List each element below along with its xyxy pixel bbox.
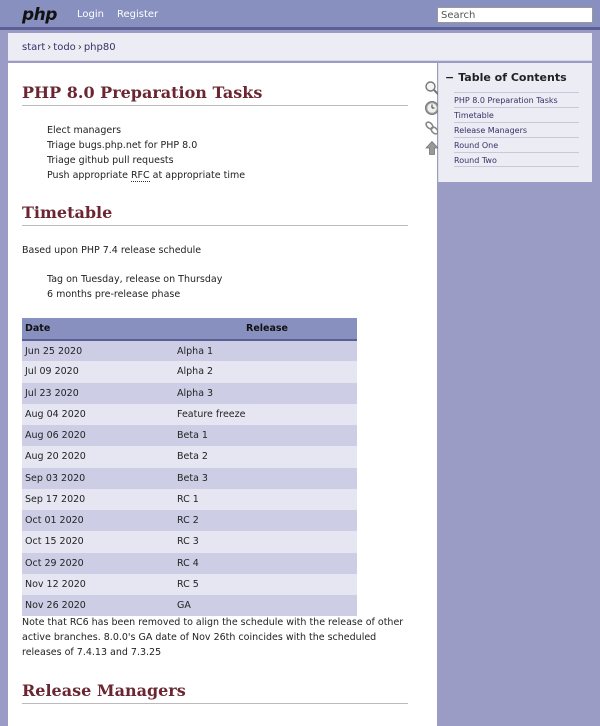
- date-cell: Nov 12 2020: [22, 574, 177, 595]
- date-cell: Oct 01 2020: [22, 510, 177, 531]
- release-cell: Alpha 3: [177, 383, 357, 404]
- list-item: Elect managers: [47, 125, 122, 136]
- date-cell: Aug 04 2020: [22, 404, 177, 425]
- table-row: [22, 468, 357, 489]
- date-cell: Oct 15 2020: [22, 531, 177, 552]
- table-of-contents: [438, 63, 592, 182]
- date-cell: Jul 09 2020: [22, 361, 177, 382]
- release-cell: RC 1: [177, 489, 357, 510]
- breadcrumb-start[interactable]: start: [22, 42, 46, 53]
- breadcrumb-php80[interactable]: php80: [83, 42, 116, 53]
- release-cell: Alpha 2: [177, 361, 357, 382]
- based-upon-text: Based upon PHP 7.4 release schedule: [22, 245, 202, 256]
- timetable-heading: Timetable: [22, 203, 408, 226]
- date-cell: Jul 23 2020: [22, 383, 177, 404]
- list-item: Triage bugs.php.net for PHP 8.0: [47, 140, 198, 151]
- schedule-note: Note that RC6 has been removed to align the schedule with the release of other active branches. 8.0.0's GA date of Nov 26th coincides with the scheduled releases of 7.4.13 and 7.3.25: [22, 617, 404, 658]
- toc-list: [454, 92, 579, 167]
- breadcrumb-separator: ›: [47, 42, 52, 53]
- date-cell: Aug 06 2020: [22, 425, 177, 446]
- release-cell: Alpha 1: [177, 340, 357, 361]
- page-content: [8, 63, 437, 726]
- table-row: [22, 553, 357, 574]
- release-cell: Feature freeze: [177, 404, 357, 425]
- release-cell: Beta 2: [177, 446, 357, 467]
- toc-title-text: Table of Contents: [458, 71, 567, 84]
- column-header-release: Release: [177, 318, 357, 340]
- table-row: [22, 361, 357, 382]
- breadcrumb-separator: ›: [77, 42, 82, 53]
- task-text: at appropriate time: [149, 170, 246, 181]
- table-row: [22, 489, 357, 510]
- date-cell: Nov 26 2020: [22, 595, 177, 616]
- list-item: 6 months pre-release phase: [47, 289, 181, 300]
- register-link[interactable]: Register: [117, 9, 159, 20]
- table-row: [22, 531, 357, 552]
- table-row: [22, 340, 357, 361]
- release-cell: Beta 1: [177, 425, 357, 446]
- date-cell: Jun 25 2020: [22, 340, 177, 361]
- toc-item-round-two[interactable]: Round Two: [454, 152, 579, 167]
- release-cell: Beta 3: [177, 468, 357, 489]
- task-list: [47, 123, 245, 183]
- table-row: [22, 425, 357, 446]
- page-title: PHP 8.0 Preparation Tasks: [22, 83, 408, 106]
- task-text: Push appropriate: [47, 170, 131, 181]
- toc-title[interactable]: [445, 71, 567, 84]
- toc-item-round-one[interactable]: Round One: [454, 137, 579, 152]
- php-logo[interactable]: php: [22, 5, 57, 25]
- release-cell: RC 4: [177, 553, 357, 574]
- table-row: [22, 595, 357, 616]
- toc-collapse-toggle[interactable]: −: [445, 71, 455, 84]
- breadcrumb-bar: [8, 33, 592, 61]
- schedule-table: [22, 318, 357, 616]
- release-managers-heading: Release Managers: [22, 681, 408, 704]
- table-row: [22, 510, 357, 531]
- breadcrumb: [22, 42, 116, 53]
- date-cell: Sep 03 2020: [22, 468, 177, 489]
- date-cell: Oct 29 2020: [22, 553, 177, 574]
- toc-item-release-managers[interactable]: Release Managers: [454, 122, 579, 137]
- breadcrumb-todo[interactable]: todo: [53, 42, 76, 53]
- search-input[interactable]: [437, 7, 593, 23]
- toc-item-preparation-tasks[interactable]: PHP 8.0 Preparation Tasks: [454, 92, 579, 107]
- release-cell: RC 2: [177, 510, 357, 531]
- release-cell: RC 5: [177, 574, 357, 595]
- release-cell: RC 3: [177, 531, 357, 552]
- top-bar: [0, 0, 600, 30]
- list-item: Tag on Tuesday, release on Thursday: [47, 274, 223, 285]
- list-item: [47, 168, 245, 183]
- toc-item-timetable[interactable]: Timetable: [454, 107, 579, 122]
- rfc-acronym: RFC: [130, 170, 150, 181]
- phase-list: [47, 272, 222, 302]
- date-cell: Sep 17 2020: [22, 489, 177, 510]
- table-row: [22, 446, 357, 467]
- list-item: Triage github pull requests: [47, 155, 174, 166]
- table-row: [22, 404, 357, 425]
- date-cell: Aug 20 2020: [22, 446, 177, 467]
- table-header-row: [22, 318, 357, 340]
- column-header-date: Date: [22, 318, 177, 340]
- release-cell: GA: [177, 595, 357, 616]
- login-link[interactable]: Login: [77, 9, 104, 20]
- table-row: [22, 383, 357, 404]
- table-row: [22, 574, 357, 595]
